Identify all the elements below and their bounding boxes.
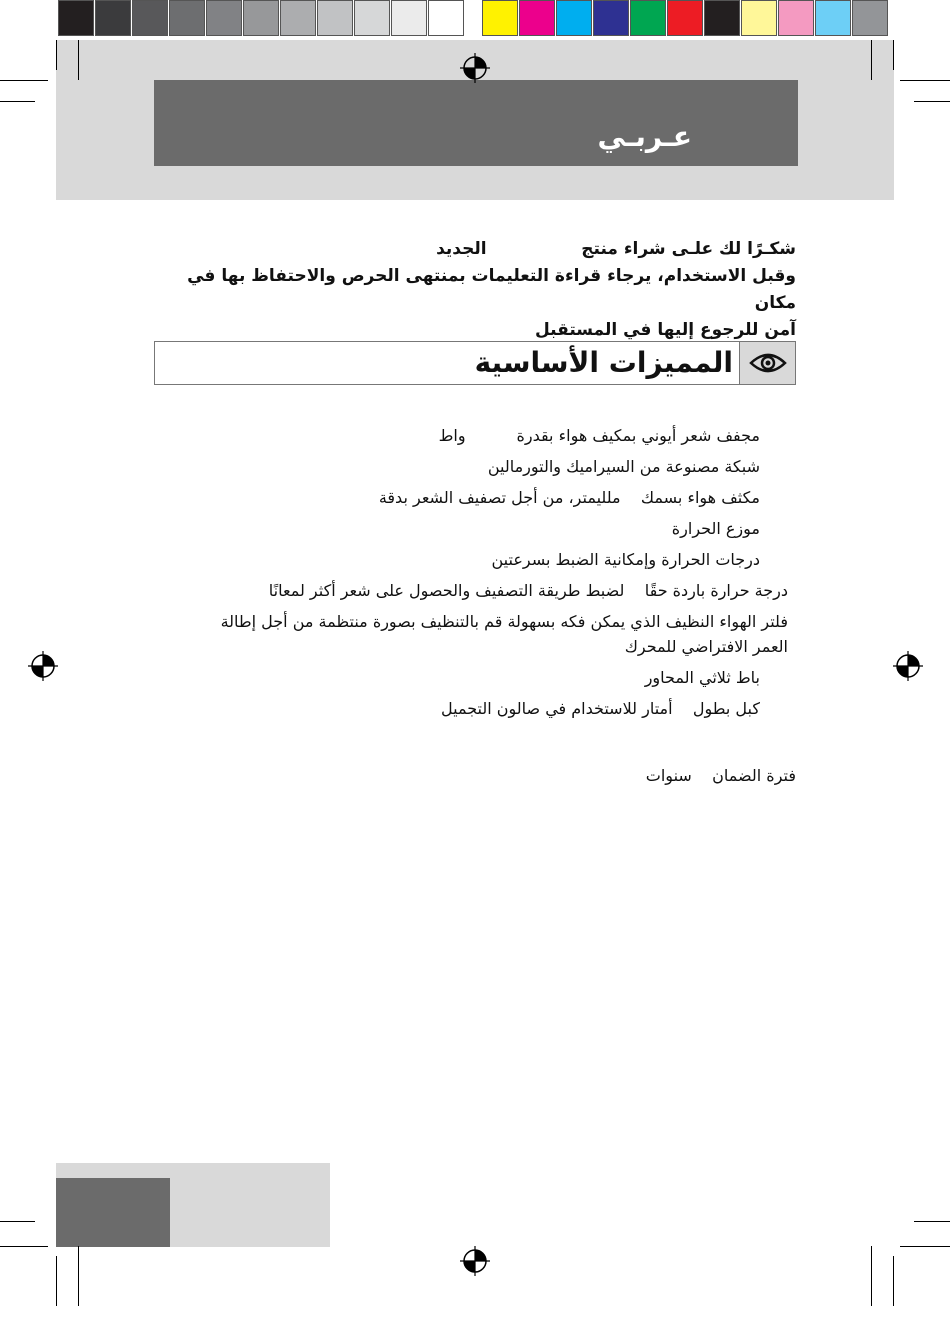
- color-swatch: [556, 0, 592, 36]
- intro-line-3: آمن للرجوع إليها في المستقبل: [534, 320, 796, 340]
- crop-mark: [893, 1256, 894, 1306]
- color-swatch: [317, 0, 353, 36]
- color-swatch: [778, 0, 814, 36]
- feature-item: درجة حرارة باردة حقًا لضبط طريقة التصفيف والحصول على شعر أكثر لمعانًا: [268, 581, 788, 600]
- color-swatch: [741, 0, 777, 36]
- warranty-period: فترة الضمان سنوات: [645, 766, 796, 785]
- feature-item: مكثف هواء بسمك ملليمتر، من أجل تصفيف الشعر بدقة: [378, 488, 760, 507]
- feature-item: شبكة مصنوعة من السيراميك والتورمالين: [487, 457, 760, 476]
- crop-mark: [914, 1221, 950, 1222]
- crop-mark: [78, 40, 79, 80]
- registration-mark-icon: [28, 651, 58, 681]
- crop-mark: [914, 101, 950, 102]
- header-title-bar: [154, 80, 798, 166]
- language-title: عـربـي: [597, 120, 692, 153]
- color-swatch: [206, 0, 242, 36]
- feature-item: فلتر الهواء النظيف الذي يمكن فكه بسهولة قم بالتنظيف بصورة منتظمة من أجل إطالة العمر الافتراضي للمحرك: [220, 612, 788, 656]
- color-swatch: [630, 0, 666, 36]
- intro-paragraph: [156, 236, 796, 344]
- process-color-bar: [482, 0, 889, 38]
- color-swatch: [852, 0, 888, 36]
- eye-icon: [739, 342, 795, 384]
- page-number-block: [56, 1178, 170, 1247]
- crop-mark: [0, 1246, 48, 1247]
- color-swatch: [593, 0, 629, 36]
- color-swatch: [667, 0, 703, 36]
- features-heading-box: [154, 341, 796, 385]
- color-swatch: [58, 0, 94, 36]
- registration-mark-icon: [893, 651, 923, 681]
- grayscale-color-bar: [58, 0, 465, 38]
- crop-mark: [78, 1246, 79, 1306]
- color-swatch: [391, 0, 427, 36]
- intro-line-1: شكـرًا لك علـى شراء منتج الجديد: [436, 239, 796, 259]
- crop-mark: [900, 1246, 950, 1247]
- feature-item: درجات الحرارة وإمكانية الضبط بسرعتين: [491, 550, 760, 569]
- crop-mark: [56, 40, 57, 70]
- feature-item: باط ثلاثي المحاور: [644, 668, 760, 687]
- color-swatch: [95, 0, 131, 36]
- feature-item: موزع الحرارة: [671, 519, 760, 538]
- feature-item: كبل بطول أمتار للاستخدام في صالون التجميل: [441, 699, 760, 718]
- crop-mark: [871, 40, 872, 80]
- crop-mark: [56, 1256, 57, 1306]
- features-title: المميزات الأساسية: [474, 346, 733, 379]
- color-swatch: [354, 0, 390, 36]
- crop-mark: [900, 80, 950, 81]
- crop-mark: [893, 40, 894, 70]
- color-swatch: [815, 0, 851, 36]
- color-swatch: [428, 0, 464, 36]
- color-swatch: [704, 0, 740, 36]
- registration-mark-icon: [460, 53, 490, 83]
- intro-line-2: وقبل الاستخدام، يرجاء قراءة التعليمات بمنتهى الحرص والاحتفاظ بها في مكان: [187, 266, 796, 313]
- color-swatch: [132, 0, 168, 36]
- features-list: [140, 423, 788, 727]
- crop-mark: [0, 101, 35, 102]
- crop-mark: [0, 1221, 35, 1222]
- color-swatch: [482, 0, 518, 36]
- crop-mark: [0, 80, 48, 81]
- color-swatch: [519, 0, 555, 36]
- color-swatch: [169, 0, 205, 36]
- crop-mark: [871, 1246, 872, 1306]
- color-swatch: [243, 0, 279, 36]
- color-swatch: [280, 0, 316, 36]
- registration-mark-icon: [460, 1246, 490, 1276]
- feature-item: مجفف شعر أيوني بمكيف هواء بقدرة واط: [438, 426, 760, 445]
